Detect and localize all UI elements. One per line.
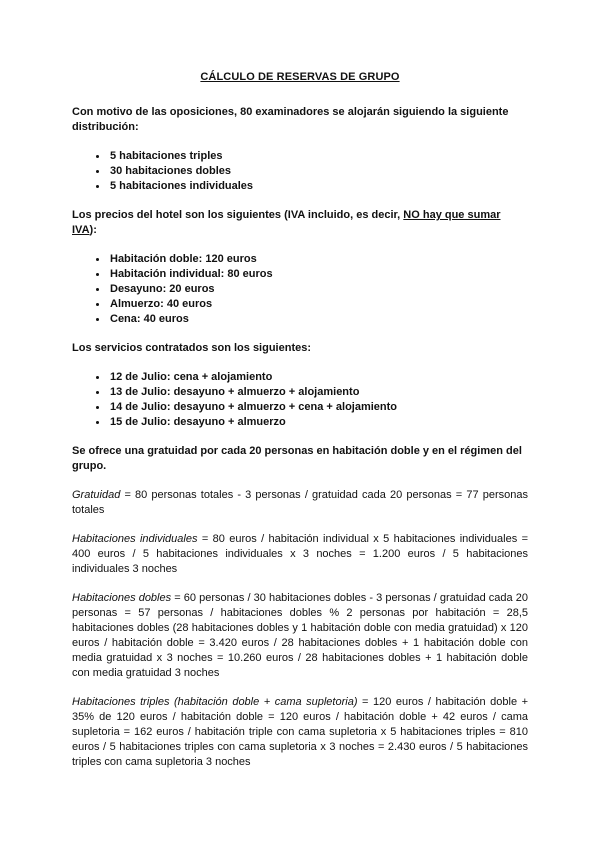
list-item: • 30 habitaciones dobles [108, 164, 528, 179]
list-item: • 5 habitaciones triples [108, 149, 528, 164]
list-item: • 13 de Julio: desayuno + almuerzo + alojamiento [108, 385, 528, 400]
prices-intro-post: ): [89, 224, 97, 236]
page-title: CÁLCULO DE RESERVAS DE GRUPO [200, 71, 400, 83]
calc-triples-label: Habitaciones triples (habitación doble + cama supletoria) [72, 696, 358, 708]
list-item: • Habitación doble: 120 euros [108, 252, 528, 267]
list-item: • 14 de Julio: desayuno + almuerzo + cena + alojamiento [108, 400, 528, 415]
calc-dobles-label: Habitaciones dobles [72, 592, 172, 604]
calc-individuales-text: = 80 euros / habitación individual x 5 habitaciones individuales = 400 euros / 5 habitaciones individuales x 3 noches = 1.200 euros / 5 habitaciones individuales 3 noches [72, 533, 529, 575]
list-item: • Almuerzo: 40 euros [108, 297, 528, 312]
prices-list [72, 252, 528, 327]
calc-dobles [72, 591, 528, 681]
calc-triples-text: = 120 euros / habitación doble + 35% de 120 euros / habitación doble = 120 euros / habitación doble + 42 euros / cama supletoria = 162 euros / habitación triple con cama supletoria x 5 habitaciones triples = 810 euros / 5 habitaciones triples con cama supletoria x 3 noches = 2.430 euros / 5 habitaciones triples con cama supletoria 3 noches [72, 696, 529, 768]
services-list [72, 370, 528, 430]
intro-paragraph: Con motivo de las oposiciones, 80 examinadores se alojarán siguiendo la siguiente distribución: [72, 106, 509, 133]
prices-intro-pre: Los precios del hotel son los siguientes (IVA incluido, es decir, [72, 209, 404, 221]
distribution-list [72, 149, 528, 194]
prices-intro [72, 208, 528, 238]
calc-individuales [72, 532, 528, 577]
services-intro: Los servicios contratados son los siguientes: [72, 342, 312, 354]
calc-gratuidad-text: = 80 personas totales - 3 personas / gratuidad cada 20 personas = 77 personas totales [72, 489, 528, 516]
list-item: • 15 de Julio: desayuno + almuerzo [108, 415, 528, 430]
list-item: • 12 de Julio: cena + alojamiento [108, 370, 528, 385]
calc-gratuidad-label: Gratuidad [72, 489, 121, 501]
gratuity-note: Se ofrece una gratuidad por cada 20 personas en habitación doble y en el régimen del grupo. [72, 445, 522, 472]
list-item: • Habitación individual: 80 euros [108, 267, 528, 282]
prices-intro-underlined: NO hay que sumar IVA [72, 209, 501, 236]
calc-dobles-text: = 60 personas / 30 habitaciones dobles - 3 personas / gratuidad cada 20 personas = 57 personas / habitaciones dobles % 2 personas por habitación = 28,5 habitaciones dobles (28 habitaciones dobles y 1 habitación doble con media gratuidad) x 120 euros / habitación doble = 3.420 euros / 28 habitaciones dobles + 1 habitación doble con media gratuidad x 3 noches = 10.260 euros / 28 habitaciones dobles + 1 habitación doble con media gratuidad 3 noches [72, 592, 528, 679]
list-item: • Cena: 40 euros [108, 312, 528, 327]
calc-individuales-label: Habitaciones individuales [72, 533, 198, 545]
list-item: • 5 habitaciones individuales [108, 179, 528, 194]
calc-triples [72, 695, 528, 770]
list-item: • Desayuno: 20 euros [108, 282, 528, 297]
calc-gratuidad [72, 488, 528, 518]
